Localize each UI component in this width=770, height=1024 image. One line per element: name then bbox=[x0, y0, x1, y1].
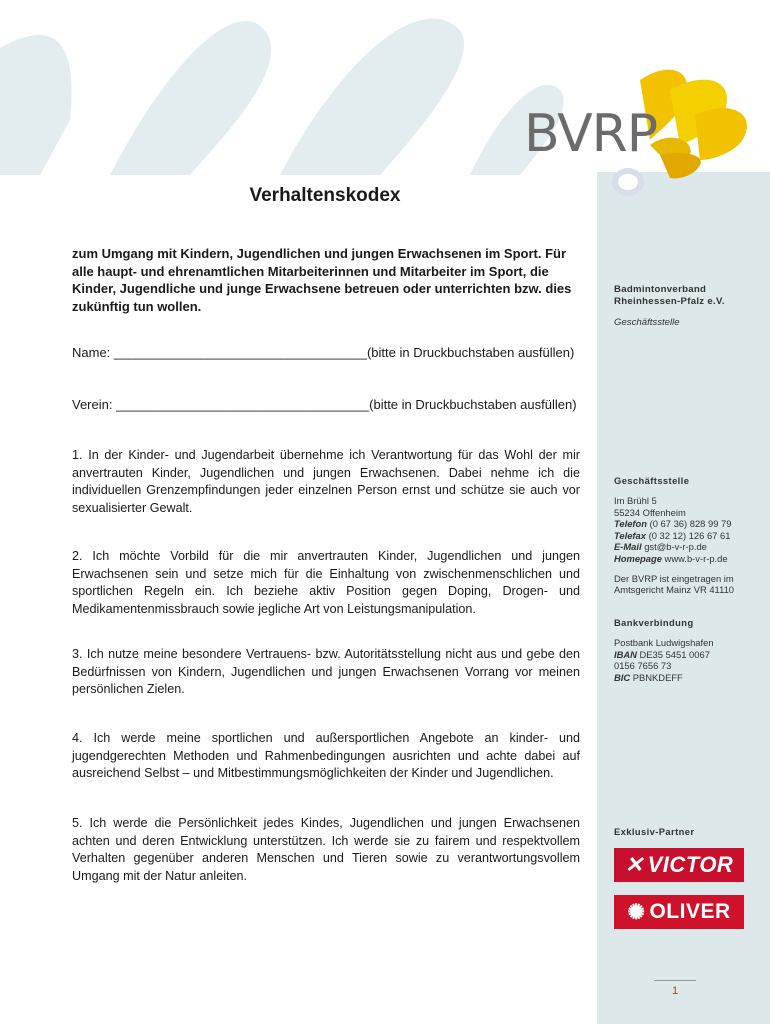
register-line: Amtsgericht Mainz VR 41110 bbox=[614, 584, 735, 596]
register-line: Der BVRP ist eingetragen im bbox=[614, 572, 734, 584]
contact-label: Telefon bbox=[614, 518, 647, 530]
paragraph-5: 5. Ich werde die Persönlichkeit jedes Kindes, Jugendlichen und jungen Erwachsenen achten und deren Entwicklung unterstützen. Ich werde sie zu fairem und respektvollem Verhalten gegenüber anderen Menschen und Tieren sowie zu verantwortungsvollem Umgang mit der Natur anleiten. bbox=[72, 816, 580, 883]
victor-logo-text: VICTOR bbox=[647, 852, 734, 877]
contact-label: Telefax bbox=[614, 529, 646, 541]
oliver-partner-logo[interactable] bbox=[614, 895, 744, 929]
partner-heading: Exklusiv-Partner bbox=[614, 826, 695, 837]
contact-line bbox=[614, 518, 764, 530]
email-link[interactable]: gst@b-v-r-p.de bbox=[644, 541, 707, 553]
bank-value: 0156 7656 73 bbox=[614, 660, 672, 672]
bank-value: PBNKDEFF bbox=[632, 671, 683, 683]
contact-label: E-Mail bbox=[614, 541, 642, 553]
contact-value: (0 32 12) 126 67 61 bbox=[648, 529, 731, 541]
page-number-rule bbox=[654, 980, 696, 981]
contact-line bbox=[614, 553, 764, 565]
paragraph-1: 1. In der Kinder- und Jugendarbeit übernehme ich Verantwortung für das Wohl der mir anvertrauten Kinder, Jugendlichen und jungen Erwachsenen. Dabei nehme ich die individuellen Grenzempfindungen jeder einzelnen Person ernst und schütze sie auch vor sexualisierter Gewalt. bbox=[72, 448, 580, 515]
bank-details bbox=[614, 637, 764, 683]
oliver-emblem-icon: ✺ bbox=[627, 900, 646, 924]
paragraph-2: 2. Ich möchte Vorbild für die mir anvertrauten Kinder, Jugendlichen und jungen Erwachsenen sein und setze mich für die Einhaltung von zwischenmenschlichen und sportlichen Regeln ein. Ich beziehe aktiv Position gegen Doping, Drogen- und Medikamentenmissbrauch sowie jegliche Art von Leistungsmanipulation. bbox=[72, 549, 580, 616]
verein-field[interactable]: Verein: ___________________________________(bitte in Druckbuchstaben ausfüllen) bbox=[72, 397, 577, 412]
bank-label: IBAN bbox=[614, 648, 637, 660]
contact-label: Homepage bbox=[614, 552, 662, 564]
name-field[interactable]: Name: ___________________________________(bitte in Druckbuchstaben ausfüllen) bbox=[72, 345, 575, 360]
bank-heading: Bankverbindung bbox=[614, 617, 694, 628]
intro-text: zum Umgang mit Kindern, Jugendlichen und jungen Erwachsenen im Sport. Für alle haupt- und ehrenamtlichen Mitarbeiterinnen und Mitarbeiter im Sport, die Kinder, Jugendliche und junge Erwachsene betreuen oder unterrichten bzw. dies zukünftig tun wollen. bbox=[72, 246, 572, 314]
sidebar-organization bbox=[614, 284, 764, 308]
contact-value: (0 67 36) 828 99 79 bbox=[649, 518, 732, 530]
contact-line bbox=[614, 541, 764, 553]
background-swoosh-graphic bbox=[0, 0, 600, 175]
homepage-link[interactable]: www.b-v-r-p.de bbox=[664, 552, 728, 564]
paragraph-4: 4. Ich werde meine sportlichen und außersportlichen Angebote an kinder- und jugendgerechten Methoden und Rahmenbedingungen ausrichten und achte dabei auf ausreichend Selbst – und Mitbestimmungsmöglichkeiten der Kinder und Jugendlichen. bbox=[72, 731, 580, 780]
org-name-line1: Badmintonverband bbox=[614, 284, 707, 295]
oliver-logo-text: OLIVER bbox=[649, 900, 731, 923]
org-subtitle: Geschäftsstelle bbox=[614, 317, 680, 328]
page-number: 1 bbox=[671, 985, 679, 997]
bank-value: DE35 5451 0067 bbox=[639, 648, 710, 660]
victor-v-icon: ✕ bbox=[624, 852, 644, 877]
bank-line bbox=[614, 672, 764, 684]
bank-line bbox=[614, 649, 764, 661]
office-heading: Geschäftsstelle bbox=[614, 475, 690, 486]
contact-line bbox=[614, 530, 764, 542]
address-line: Im Brühl 5 bbox=[614, 495, 657, 506]
victor-partner-logo[interactable] bbox=[614, 848, 744, 882]
bank-label: BIC bbox=[614, 671, 631, 683]
org-name-line2: Rheinhessen-Pfalz e.V. bbox=[614, 296, 725, 307]
paragraph-3: 3. Ich nutze meine besondere Vertrauens- bzw. Autoritätsstellung nicht aus und gebe den Bedürfnissen von Kindern, Jugendlichen und jungen Erwachsenen Vorrang vor meinen persönlichen Zielen. bbox=[72, 647, 580, 696]
office-address bbox=[614, 495, 764, 596]
document-title: Verhaltenskodex bbox=[249, 185, 401, 206]
bank-name: Postbank Ludwigshafen bbox=[614, 637, 714, 648]
bank-line bbox=[614, 660, 764, 672]
address-line: 55234 Offenheim bbox=[614, 506, 686, 518]
bvrp-logo-text: BVRP bbox=[524, 104, 658, 164]
